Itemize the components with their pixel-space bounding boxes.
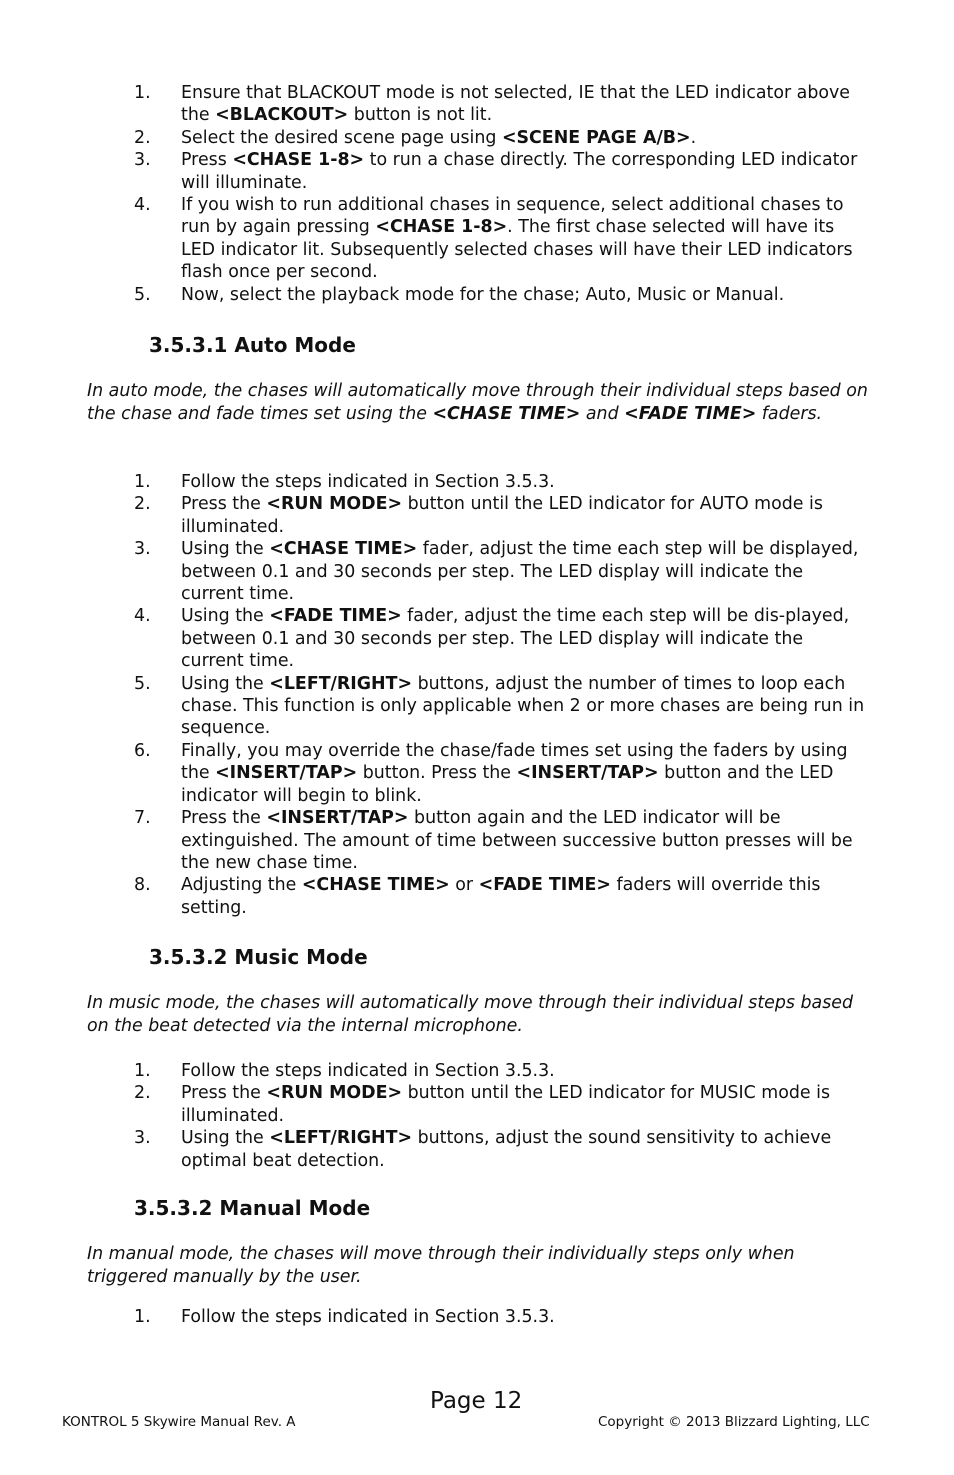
text-run: buttons, adjust the number of times to loop each chase. This function is only applicable when 2 or more chases are being run in sequence. <box>181 673 865 739</box>
bold-term: <CHASE TIME> <box>432 404 581 424</box>
music-steps-list <box>0 1060 954 1172</box>
text-run: faders will override this setting. <box>181 875 821 918</box>
bold-term: <RUN MODE> <box>266 494 403 515</box>
text-run: faders. <box>756 404 823 424</box>
bold-term: <LEFT/RIGHT> <box>269 1128 413 1149</box>
manual-steps-list <box>0 1306 954 1328</box>
auto-steps-list <box>0 471 954 919</box>
text-run: to run a chase directly. The corresponding LED indicator will illuminate. <box>181 150 858 193</box>
text-run: Press the <box>181 1083 267 1104</box>
list-item-number: 1. <box>134 472 151 492</box>
text-run: Adjusting the <box>181 875 302 896</box>
list-item <box>0 673 954 740</box>
footer-copyright: Copyright © 2013 Blizzard Lighting, LLC <box>598 1414 870 1430</box>
list-item-number: 4. <box>134 195 151 216</box>
bold-term: <INSERT/TAP> <box>215 763 358 784</box>
list-item-number: 2. <box>134 1083 151 1104</box>
text-run: If you wish to run additional chases in sequence, select additional chases to run by again pressing <box>181 195 844 238</box>
text-run: fader, adjust the time each step will be dis-played, between 0.1 and 30 seconds per step. The LED display will indicate the current time. <box>181 606 850 672</box>
bold-term: <SCENE PAGE A/B> <box>501 127 691 148</box>
bold-term: <FADE TIME> <box>624 404 757 424</box>
text-run: button until the LED indicator for MUSIC mode is illuminated. <box>181 1083 831 1126</box>
text-run: . The first chase selected will have its LED indicator lit. Subsequently selected chases will have their LED indicators flash once per second. <box>181 217 853 283</box>
bold-term: <INSERT/TAP> <box>516 763 659 784</box>
list-item-number: 2. <box>134 127 151 148</box>
page-number: Page 12 <box>430 1388 523 1414</box>
list-item-number: 3. <box>134 539 151 560</box>
section-heading-auto: 3.5.3.1 Auto Mode <box>149 333 356 357</box>
text-run: . <box>690 127 697 148</box>
bold-term: <RUN MODE> <box>266 1083 403 1104</box>
text-run: button again and the LED indicator will be extinguished. The amount of time between successive button presses will be the new chase time. <box>181 808 853 873</box>
intro-steps-list <box>0 82 954 306</box>
list-item-number: 4. <box>134 606 151 627</box>
text-run: fader, adjust the time each step will be displayed, between 0.1 and 30 seconds per step. The LED display will indicate the current time. <box>181 539 859 605</box>
list-item <box>0 605 954 672</box>
list-item-number: 8. <box>134 875 151 896</box>
list-item-number: 3. <box>134 1128 151 1149</box>
text-run: or <box>449 875 479 896</box>
list-item-number: 5. <box>134 284 151 305</box>
list-item-number: 1. <box>134 1307 151 1327</box>
list-item <box>0 149 954 194</box>
text-run: In music mode, the chases will automatically move through their individual steps based on the beat detected via the internal microphone. <box>87 993 854 1036</box>
section-heading-music: 3.5.3.2 Music Mode <box>149 945 368 969</box>
text-run: button. Press the <box>357 763 517 784</box>
list-item <box>0 1127 954 1172</box>
list-item-number: 5. <box>134 673 151 694</box>
text-run: In manual mode, the chases will move through their individually steps only when triggered manually by the user. <box>87 1244 795 1287</box>
bold-term: <CHASE TIME> <box>301 875 450 896</box>
bold-term: <FADE TIME> <box>478 875 611 896</box>
text-run: Using the <box>181 606 270 627</box>
bold-term: <CHASE 1-8> <box>232 150 365 171</box>
text-run: Finally, you may override the chase/fade times set using the faders by using the <box>181 740 848 784</box>
music-intro-paragraph <box>87 992 877 1038</box>
list-item <box>0 194 954 284</box>
list-item <box>0 1306 954 1328</box>
list-item <box>0 284 954 306</box>
text-run: button and the LED indicator will begin to blink. <box>181 763 834 806</box>
auto-intro-paragraph <box>87 380 877 426</box>
manual-intro-paragraph <box>87 1243 877 1289</box>
list-item-number: 6. <box>134 740 151 761</box>
bold-term: <CHASE 1-8> <box>375 217 508 238</box>
text-run: button until the LED indicator for AUTO mode is illuminated. <box>181 494 823 537</box>
list-item-number: 1. <box>134 1061 151 1081</box>
list-item <box>0 493 954 538</box>
text-run: Press the <box>181 808 267 829</box>
list-item-number: 2. <box>134 494 151 515</box>
list-item-number: 1. <box>134 83 151 103</box>
bold-term: <INSERT/TAP> <box>266 808 409 829</box>
text-run: and <box>580 404 625 424</box>
text-run: In auto mode, the chases will automatically move through their individual steps based on the chase and fade times set using the <box>87 381 868 424</box>
text-run: Select the desired scene page using <box>181 127 502 148</box>
text-run: Using the <box>181 539 270 560</box>
bold-term: <LEFT/RIGHT> <box>269 673 413 694</box>
list-item <box>0 807 954 874</box>
list-item <box>0 1082 954 1127</box>
text-run: Now, select the playback mode for the chase; Auto, Music or Manual. <box>181 284 785 305</box>
list-item <box>0 471 954 493</box>
section-heading-manual: 3.5.3.2 Manual Mode <box>134 1196 371 1220</box>
text-run: Ensure that BLACKOUT mode is not selected, IE that the LED indicator above the <box>181 83 851 126</box>
list-item <box>0 740 954 807</box>
text-run: Using the <box>181 673 270 694</box>
list-item <box>0 874 954 919</box>
text-run: Press <box>181 150 233 171</box>
list-item <box>0 538 954 605</box>
text-run: Follow the steps indicated in Section 3.5.3. <box>181 1307 555 1327</box>
text-run: buttons, adjust the sound sensitivity to achieve optimal beat detection. <box>181 1128 832 1171</box>
text-run: button is not lit. <box>348 105 493 126</box>
text-run: Follow the steps indicated in Section 3.5.3. <box>181 472 555 492</box>
list-item <box>0 1060 954 1082</box>
text-run: Follow the steps indicated in Section 3.5.3. <box>181 1061 555 1081</box>
text-run: Press the <box>181 494 267 515</box>
list-item <box>0 127 954 149</box>
text-run: Using the <box>181 1128 270 1149</box>
list-item <box>0 82 954 127</box>
bold-term: <FADE TIME> <box>269 606 402 627</box>
list-item-number: 7. <box>134 808 151 829</box>
list-item-number: 3. <box>134 150 151 171</box>
footer-manual-title: KONTROL 5 Skywire Manual Rev. A <box>62 1414 296 1430</box>
bold-term: <BLACKOUT> <box>215 105 349 126</box>
bold-term: <CHASE TIME> <box>269 539 418 560</box>
